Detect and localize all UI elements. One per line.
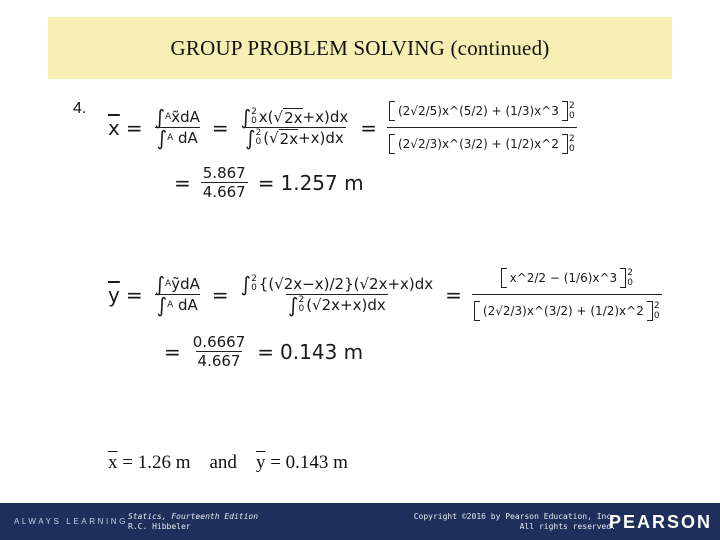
xbar-result: 1.257 m [280, 170, 364, 195]
final-and: and [209, 452, 237, 473]
ybar-lhs: $\overline{y}$ [108, 282, 120, 307]
ybar-frac-explicit: ∫ 2 0 {(√2x−x)/2}(√2x+x)dx ∫ 2 0 (√2x+x)dx [240, 272, 434, 317]
xbar-val-den: 4.667 [202, 183, 246, 201]
ybar-frac-integral: ∫ A ỹdA ∫ A dA [154, 272, 200, 317]
xbar-lhs: $\overline{x}$ [108, 115, 120, 140]
ybar-den2-body: (√2x+x)dx [306, 296, 386, 314]
xbar-equation: $\overline{x}$ = ∫ A x̃dA ∫ A dA = ∫ 2 0 x( √ 2x +x)dx ∫ 2 0 ( √ 2x +x)dx = (2√2/5)x^(5/2) + (1/3)x^3 2 0 (2√2/3)x^(3/2) + (1/2)x^2 2 0 = $\frac{5.867}{4.667}$ = 1.257 m [108, 95, 581, 201]
footer-bar [0, 503, 720, 540]
ybar-num-body: ỹdA [171, 275, 200, 293]
xbar-val-num: 5.867 [202, 164, 246, 182]
ybar-result: 0.143 m [280, 339, 364, 364]
slide-title: GROUP PROBLEM SOLVING (continued) [170, 35, 550, 60]
always-learning-text: ALWAYS LEARNING [14, 517, 128, 526]
ybar-num2-body: {(√2x−x)/2}(√2x+x)dx [258, 275, 434, 293]
ybar-frac-evaluated: x^2/2 − (1/6)x^3 2 0 (2√2/3)x^(3/2) + (1/2)x^2 2 0 [472, 262, 662, 327]
xbar-den-body: dA [178, 129, 198, 147]
ybar-val-den: 4.667 [197, 352, 241, 370]
final-y-value: = 0.143 m [265, 452, 348, 473]
xbar-frac-integral: ∫ A x̃dA ∫ A dA [154, 105, 200, 150]
xbar-frac-explicit: ∫ 2 0 x( √ 2x +x)dx ∫ 2 0 ( √ 2x +x)dx [240, 105, 349, 150]
final-answer [108, 452, 348, 474]
xbar-frac-numeric [201, 164, 248, 201]
ybar-den-body: dA [178, 296, 198, 314]
final-x-value: = 1.26 m [117, 452, 191, 473]
copyright-line1: Copyright ©2016 by Pearson Education, Inc. [413, 512, 616, 521]
problem-number: 4. [73, 100, 87, 117]
xbar-eval-num: (2√2/5)x^(5/2) + (1/3)x^3 [397, 104, 559, 118]
book-info [128, 512, 258, 532]
final-x-label: $\overline{x}$ [108, 452, 118, 473]
title-banner [48, 17, 672, 79]
ybar-frac-numeric [191, 333, 248, 370]
xbar-num-body: x̃dA [171, 108, 200, 126]
final-y-label: $\overline{y}$ [255, 452, 266, 473]
ybar-equation: $\overline{y}$ = ∫ A ỹdA ∫ A dA = ∫ 2 0 {(√2x−x)/2}(√2x+x)dx ∫ 2 0 (√2x+x)dx = x^2/2 − (1/6)x^3 2 0 (2√2/3)x^(3/2) + (1/2)x^2 2 0 = $\frac{0.6667}{4.667}$ = 0.143 m [108, 262, 666, 370]
copyright-line2: All rights reserved. [519, 522, 616, 531]
ybar-eval-num: x^2/2 − (1/6)x^3 [509, 271, 618, 285]
book-author: R.C. Hibbeler [128, 522, 191, 531]
pearson-logo: PEARSON [608, 512, 712, 532]
ybar-val-num: 0.6667 [192, 333, 246, 351]
xbar-frac-evaluated: (2√2/5)x^(5/2) + (1/3)x^3 2 0 (2√2/3)x^(3/2) + (1/2)x^2 2 0 [387, 95, 577, 160]
ybar-eval-den: (2√2/3)x^(3/2) + (1/2)x^2 [482, 304, 644, 318]
copyright [414, 512, 616, 532]
book-title: Statics, Fourteenth Edition [128, 512, 259, 521]
xbar-eval-den: (2√2/3)x^(3/2) + (1/2)x^2 [397, 137, 559, 151]
